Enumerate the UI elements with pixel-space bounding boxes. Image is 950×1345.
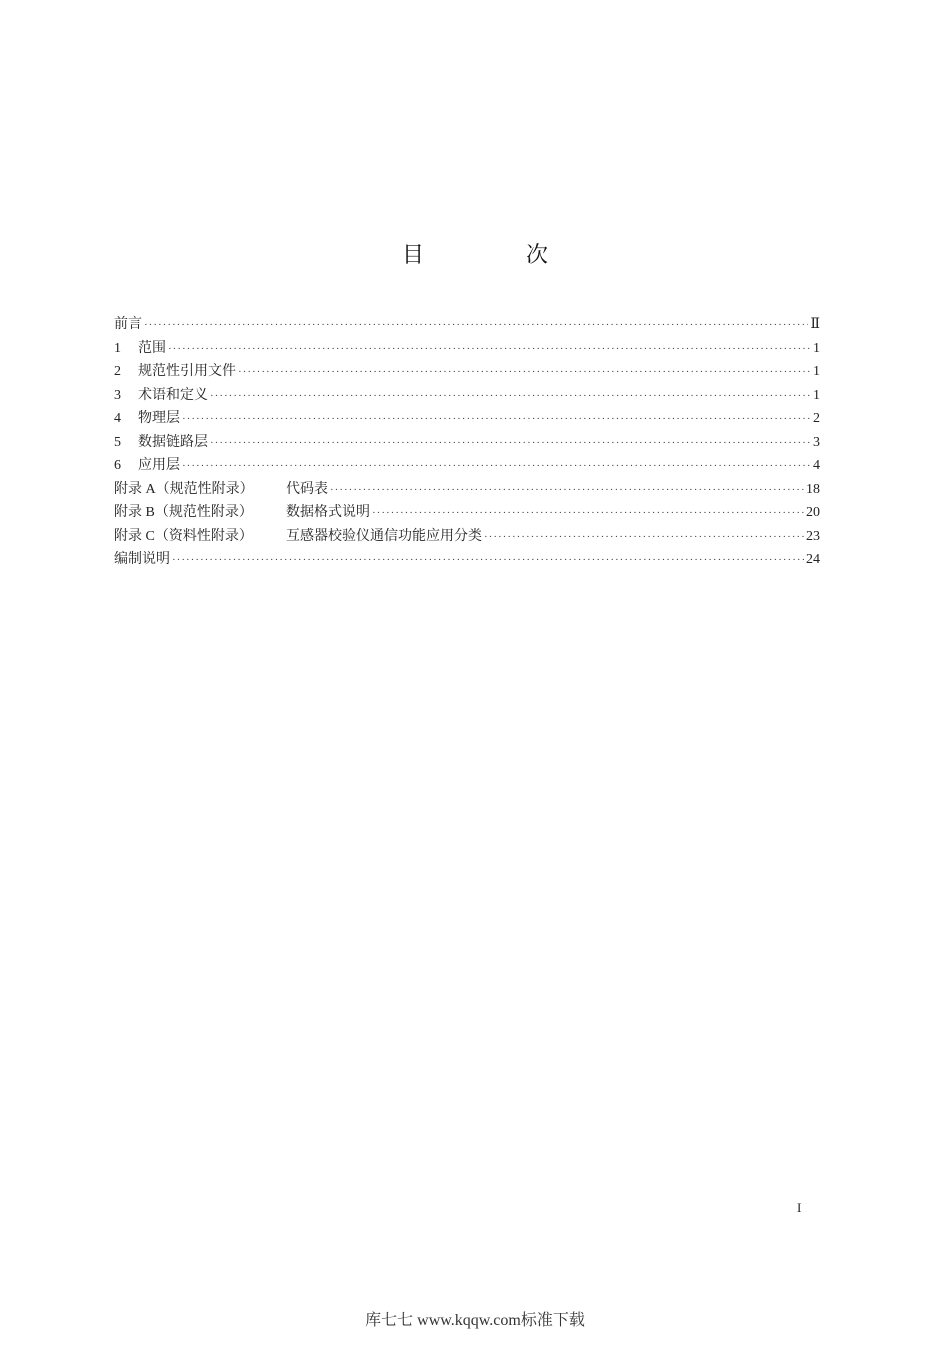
toc-leader bbox=[168, 338, 811, 362]
toc-entry-page: 1 bbox=[813, 340, 820, 356]
toc-entry-terms-definitions[interactable] bbox=[114, 384, 820, 408]
toc-entry-foreword[interactable] bbox=[114, 313, 820, 337]
toc-entry-appendix-prefix: 附录 B（规范性附录） bbox=[114, 505, 253, 520]
toc-entry-normative-references[interactable] bbox=[114, 360, 820, 384]
toc-entry-label: 前言 bbox=[114, 317, 142, 332]
toc-leader bbox=[182, 455, 811, 479]
toc-entry-number: 5 bbox=[114, 434, 121, 450]
toc-entry-page: Ⅱ bbox=[810, 317, 820, 332]
toc-entry-number: 6 bbox=[114, 458, 121, 473]
toc-leader bbox=[372, 502, 804, 526]
toc-entry-label: 数据格式说明 bbox=[286, 505, 370, 520]
toc-leader bbox=[210, 432, 811, 456]
toc-entry-page: 18 bbox=[806, 481, 820, 497]
toc-entry-number: 3 bbox=[114, 387, 121, 403]
table-of-contents bbox=[114, 313, 820, 572]
toc-entry-page: 1 bbox=[813, 387, 820, 403]
toc-entry-number: 4 bbox=[114, 411, 121, 426]
toc-entry-data-link-layer[interactable] bbox=[114, 431, 820, 455]
toc-entry-application-layer[interactable] bbox=[114, 454, 820, 478]
toc-leader bbox=[172, 549, 804, 573]
toc-leader bbox=[330, 479, 804, 503]
toc-leader bbox=[182, 408, 811, 432]
toc-entry-page: 20 bbox=[806, 505, 820, 520]
footer-watermark-text: 库七七 www.kqqw.com标准下载 bbox=[365, 1312, 585, 1329]
toc-entry-appendix-b[interactable] bbox=[114, 501, 820, 525]
toc-entry-scope[interactable] bbox=[114, 337, 820, 361]
toc-entry-appendix-a[interactable] bbox=[114, 478, 820, 502]
toc-entry-number: 1 bbox=[114, 340, 121, 356]
toc-entry-page: 23 bbox=[806, 528, 820, 544]
toc-entry-label: 术语和定义 bbox=[138, 387, 208, 403]
toc-entry-appendix-prefix: 附录 C（资料性附录） bbox=[114, 528, 253, 544]
toc-entry-page: 3 bbox=[813, 434, 820, 450]
toc-entry-appendix-c[interactable] bbox=[114, 525, 820, 549]
toc-entry-label: 应用层 bbox=[138, 458, 180, 473]
toc-entry-label: 编制说明 bbox=[114, 552, 170, 567]
toc-entry-label: 代码表 bbox=[286, 481, 328, 497]
toc-entry-page: 1 bbox=[813, 364, 820, 379]
toc-entry-label: 互感器校验仪通信功能应用分类 bbox=[286, 528, 482, 544]
toc-leader bbox=[484, 526, 804, 550]
toc-entry-label: 范围 bbox=[138, 340, 166, 356]
page-title: 目 次 bbox=[401, 243, 588, 268]
toc-entry-physical-layer[interactable] bbox=[114, 407, 820, 431]
toc-entry-page: 24 bbox=[806, 552, 820, 567]
toc-entry-label: 数据链路层 bbox=[138, 434, 208, 450]
toc-entry-label: 物理层 bbox=[138, 411, 180, 426]
toc-entry-label: 规范性引用文件 bbox=[138, 364, 236, 379]
page-number: I bbox=[797, 1200, 802, 1215]
toc-entry-appendix-prefix: 附录 A（规范性附录） bbox=[114, 481, 254, 497]
toc-leader bbox=[210, 385, 811, 409]
toc-leader bbox=[144, 314, 808, 338]
toc-entry-page: 4 bbox=[813, 458, 820, 473]
toc-entry-compilation-notes[interactable] bbox=[114, 548, 820, 572]
toc-leader bbox=[238, 361, 811, 385]
toc-entry-page: 2 bbox=[813, 411, 820, 426]
toc-entry-number: 2 bbox=[114, 364, 121, 379]
